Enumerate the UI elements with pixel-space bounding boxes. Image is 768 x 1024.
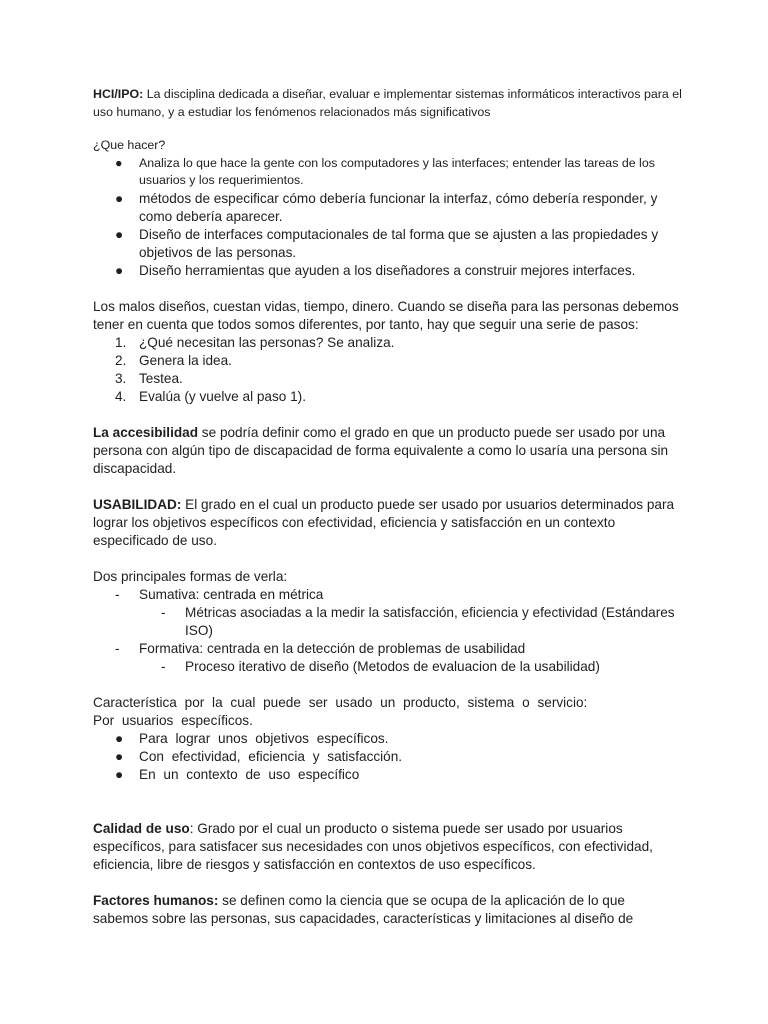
list-item-text: En un contexto de uso específico xyxy=(139,766,360,782)
list-item-text: métodos de especificar cómo debería funcionar la interfaz, cómo debería responder, y como debería aparecer. xyxy=(139,190,658,224)
bullet-marker: ● xyxy=(115,730,124,746)
dash-marker: - xyxy=(115,586,120,602)
usabilidad-text: El grado en el cual un producto puede ser usado por usuarios determinados para lograr los objetivos específicos con efectividad, eficiencia y satisfacción en un contexto especificado de uso. xyxy=(93,496,675,548)
list-item xyxy=(93,730,683,748)
hci-term: HCI/IPO: xyxy=(93,87,144,101)
list-item-text: Para lograr unos objetivos específicos. xyxy=(139,730,389,746)
dash-marker: - xyxy=(161,658,166,674)
list-item-text: Genera la idea. xyxy=(139,352,232,368)
number-marker: 1. xyxy=(115,334,127,350)
list-item xyxy=(93,262,683,280)
que-hacer-list xyxy=(93,155,683,280)
caracteristica-list xyxy=(93,730,683,784)
caracteristica-line1: Característica por la cual puede ser usado un producto, sistema o servicio: xyxy=(93,694,588,710)
list-item xyxy=(93,640,683,658)
calidad-term: Calidad de uso xyxy=(93,820,190,836)
list-item-text: Testea. xyxy=(139,370,183,386)
list-item xyxy=(93,748,683,766)
calidad-text: : Grado por el cual un producto o sistema puede ser usado por usuarios específicos, para satisfacer sus necesidades con unos objetivos específicos, con efectividad, eficiencia, libre de riesgos y satisfacción en contextos de uso específicos. xyxy=(93,820,653,872)
formas-heading: Dos principales formas de verla: xyxy=(93,568,288,584)
list-item xyxy=(93,190,683,226)
number-marker: 4. xyxy=(115,388,127,404)
list-item-text: Diseño de interfaces computacionales de tal forma que se ajusten a las propiedades y objetivos de las personas. xyxy=(139,226,659,260)
list-item-text: Diseño herramientas que ayuden a los diseñadores a construir mejores interfaces. xyxy=(139,262,636,278)
hci-paragraph xyxy=(93,86,683,121)
sumativa-sublist xyxy=(93,604,683,640)
document-page xyxy=(93,86,683,928)
malos-paragraph: Los malos diseños, cuestan vidas, tiempo, dinero. Cuando se diseña para las personas debemos tener en cuenta que todos somos diferentes, por tanto, hay que seguir una serie de pasos: xyxy=(93,298,679,332)
factores-term: Factores humanos: xyxy=(93,892,219,908)
list-item-text: Proceso iterativo de diseño (Metodos de evaluacion de la usabilidad) xyxy=(185,658,600,674)
list-item-text: Formativa: centrada en la detección de problemas de usabilidad xyxy=(139,640,526,656)
bullet-marker: ● xyxy=(115,226,124,242)
list-item-text: Analiza lo que hace la gente con los computadores y las interfaces; entender las tareas de los usuarios y los requerimientos. xyxy=(139,155,655,187)
dash-marker: - xyxy=(115,640,120,656)
bullet-marker: ● xyxy=(115,262,124,278)
list-item-text: Sumativa: centrada en métrica xyxy=(139,586,324,602)
factores-paragraph xyxy=(93,892,683,928)
list-item xyxy=(93,766,683,784)
list-item-text: Evalúa (y vuelve al paso 1). xyxy=(139,388,306,404)
list-item xyxy=(93,388,683,406)
list-item xyxy=(93,604,683,640)
accesibilidad-term: La accesibilidad xyxy=(93,424,199,440)
list-item-text: Métricas asociadas a la medir la satisfacción, eficiencia y efectividad (Estándares ISO) xyxy=(185,604,675,638)
bullet-marker: ● xyxy=(115,748,124,764)
accesibilidad-paragraph xyxy=(93,424,683,478)
formas-list xyxy=(93,586,683,604)
list-item-text: Con efectividad, eficiencia y satisfacción. xyxy=(139,748,403,764)
list-item xyxy=(93,586,683,604)
usabilidad-term: USABILIDAD: xyxy=(93,496,182,512)
factores-text: se definen como la ciencia que se ocupa de la aplicación de lo que sabemos sobre las personas, sus capacidades, características y limitaciones al diseño de xyxy=(93,892,634,926)
formas-list-2 xyxy=(93,640,683,658)
list-item xyxy=(93,334,683,352)
list-item xyxy=(93,658,683,676)
list-item xyxy=(93,352,683,370)
caracteristica-line2: Por usuarios específicos. xyxy=(93,712,253,728)
list-item xyxy=(93,370,683,388)
que-hacer-heading: ¿Que hacer? xyxy=(93,138,166,152)
number-marker: 3. xyxy=(115,370,127,386)
dash-marker: - xyxy=(161,604,166,620)
list-item-text: ¿Qué necesitan las personas? Se analiza. xyxy=(139,334,395,350)
bullet-marker: ● xyxy=(115,155,123,170)
usabilidad-paragraph xyxy=(93,496,683,550)
formativa-sublist xyxy=(93,658,683,676)
number-marker: 2. xyxy=(115,352,127,368)
list-item xyxy=(93,155,683,190)
bullet-marker: ● xyxy=(115,766,124,782)
steps-list xyxy=(93,334,683,406)
calidad-paragraph xyxy=(93,820,683,874)
hci-text: La disciplina dedicada a diseñar, evaluar e implementar sistemas informáticos interactivos para el uso humano, y a estudiar los fenómenos relacionados más significativos xyxy=(93,87,682,119)
bullet-marker: ● xyxy=(115,190,124,206)
accesibilidad-text: se podría definir como el grado en que un producto puede ser usado por una persona con algún tipo de discapacidad de forma equivalente a como lo usaría una persona sin discapacidad. xyxy=(93,424,669,476)
list-item xyxy=(93,226,683,262)
